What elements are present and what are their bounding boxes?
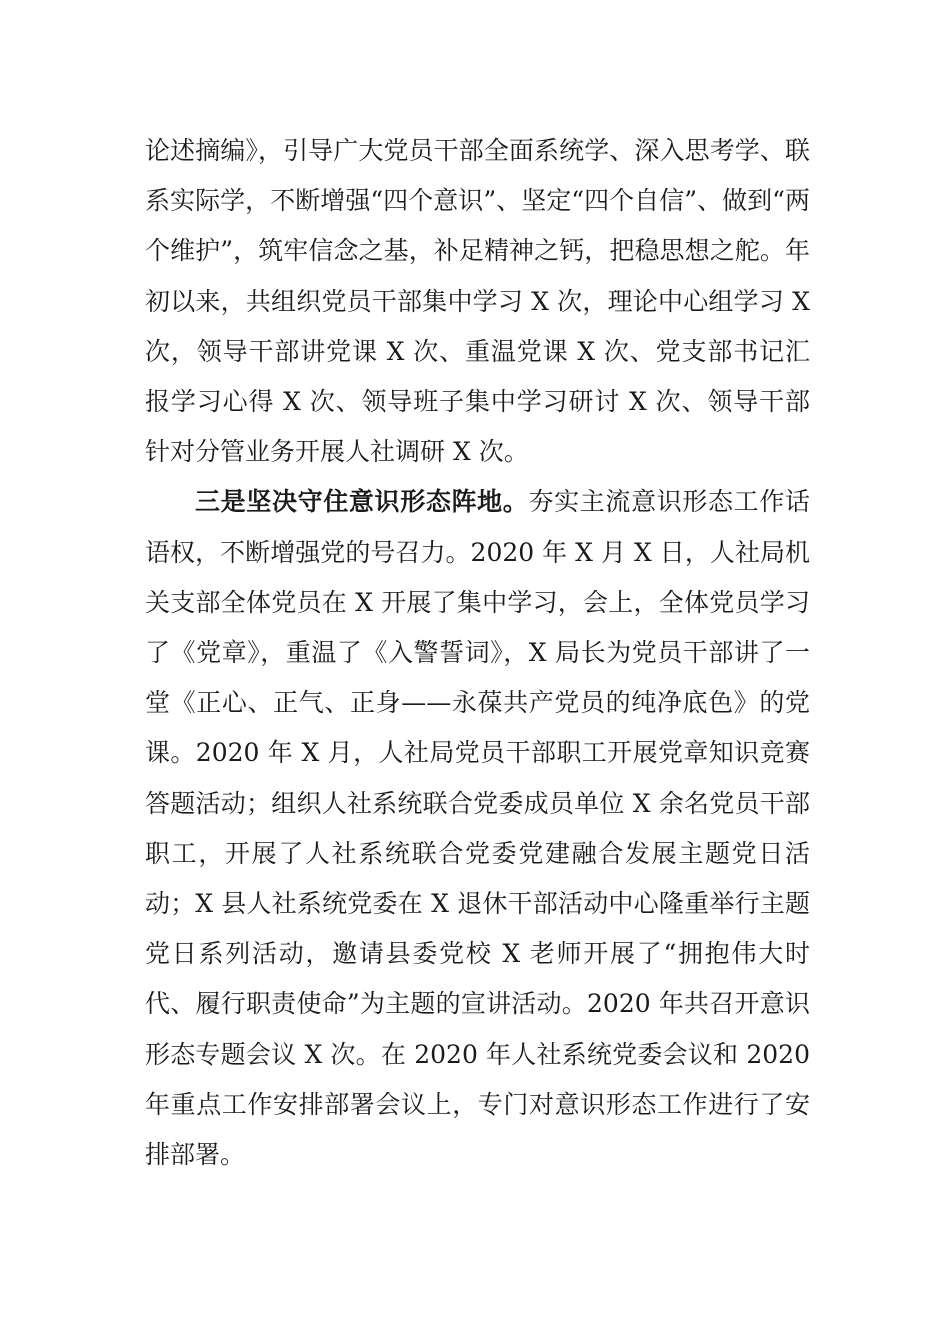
paragraph-point-three-text: 夯实主流意识形态工作话语权，不断增强党的号召力。2020 年 X 月 X 日，人社局机关支部全体党员在 X 开展了集中学习，会上，全体党员学习了《党章》，重温了《入警誓词》，X 局长为党员干部讲了一堂《正心、正气、正身——永葆共产党员的纯净底色》的党课。2020 年 X 月，人社局党员干部职工开展党章知识竞赛答题活动；组织人社系统联合党委成员单位 X 余名党员干部职工，开展了人社系统联合党委党建融合发展主题党日活动；X 县人社系统党委在 X 退休干部活动中心隆重举行主题党日系列活动，邀请县委党校 X 老师开展了“拥抱伟大时代、履行职责使命”为主题的宣讲活动。2020 年共召开意识形态专题会议 X 次。在 2020 年人社系统党委会议和 2020 年重点工作安排部署会议上，专门对意识形态工作进行了安排部署。 [145,487,810,1170]
paragraph-continuation [145,126,810,477]
paragraph-point-three-lead: 三是坚决守住意识形态阵地。 [195,487,529,517]
paragraph-continuation-text: 论述摘编》，引导广大党员干部全面系统学、深入思考学、联系实际学，不断增强“四个意识”、坚定“四个自信”、做到“两个维护”，筑牢信念之基，补足精神之钙，把稳思想之舵。年初以来，共组织党员干部集中学习 X 次，理论中心组学习 X 次，领导干部讲党课 X 次、重温党课 X 次、党支部书记汇报学习心得 X 次、领导班子集中学习研讨 X 次、领导干部针对分管业务开展人社调研 X 次。 [145,136,810,467]
paragraph-point-three [145,477,810,1180]
document-body [145,126,810,1180]
